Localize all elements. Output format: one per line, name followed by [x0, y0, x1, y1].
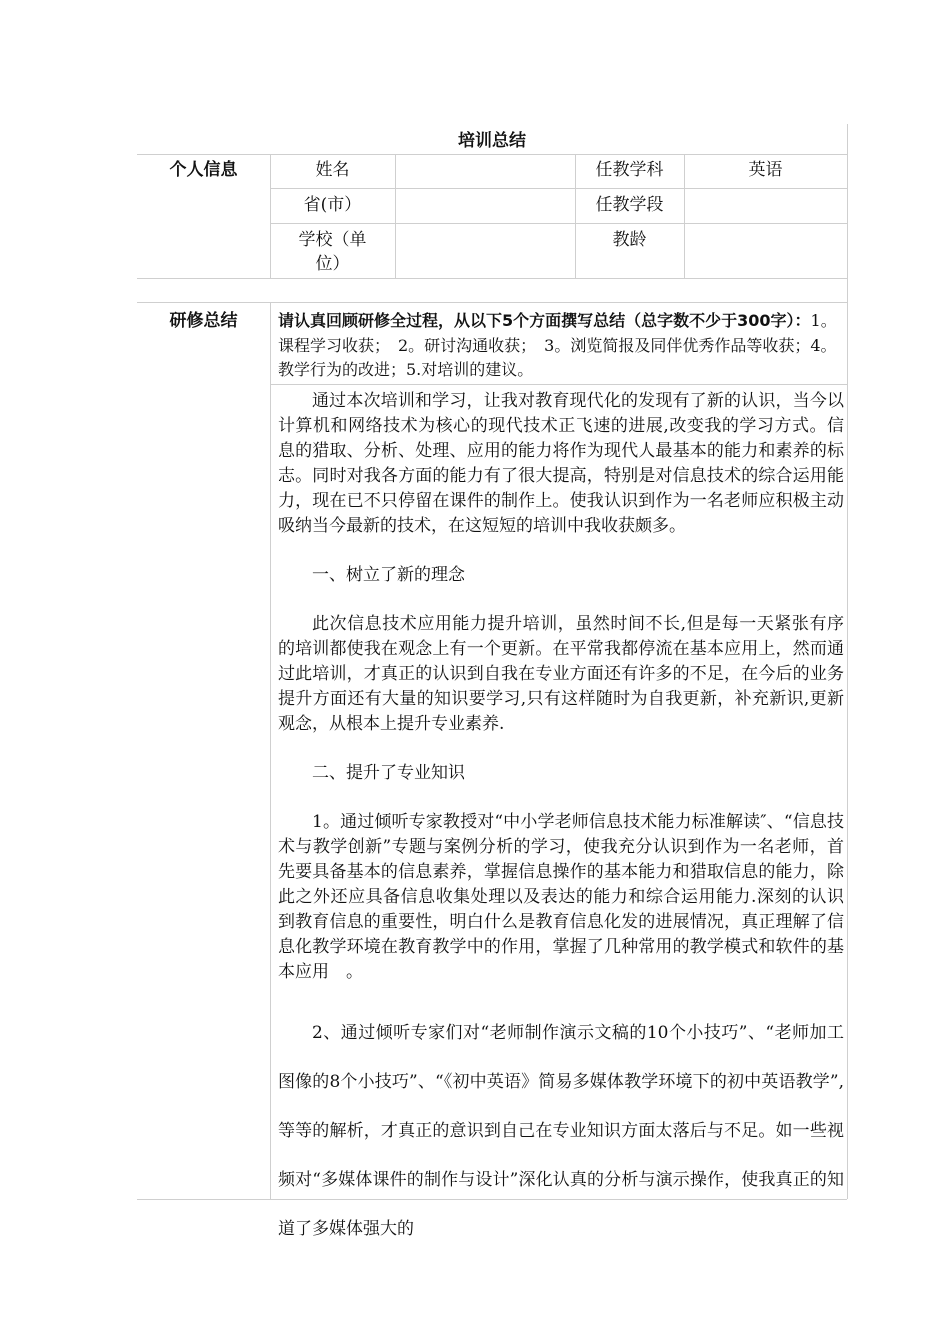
subject-label: 任教学科 [595, 160, 664, 180]
paragraph-gap [278, 737, 844, 761]
summary-label: 研修总结 [169, 311, 238, 331]
summary-instruction [278, 309, 844, 383]
heading-new-concept: 一、树立了新的理念 [312, 565, 465, 585]
instruction-rest: 1。课程学习收获； 2。研讨沟通收获； 3。浏览简报及同伴优秀作品等收获；4。教学行为的改进；5.对培训的建议。 [278, 311, 837, 379]
instruction-bold: 请认真回顾研修全过程，从以下5个方面撰写总结（总字数不少于300字）： [278, 311, 811, 330]
paragraph-gap [278, 985, 844, 1009]
heading-professional-knowledge: 二、提升了专业知识 [312, 763, 465, 783]
name-value[interactable] [395, 158, 575, 186]
paragraph-point-1: 1。通过倾听专家教授对“中小学老师信息技术能力标准解读″、“信息技术与教学创新”专题与案例分析的学习，使我充分认识到作为一名老师，首先要具备基本的信息素养，掌握信息操作的基本能力和猎取信息的能力，除此之外还应具备信息收集处理以及表达的能力和综合运用能力.深刻的认识到教育信息的重要性，明白什么是教育信息化发的进展情况，真正理解了信息化教学环境在教育教学中的作用，掌握了几种常用的教学模式和软件的基本应用 。 [278, 812, 844, 982]
name-label: 姓名 [315, 160, 350, 180]
table-rule [137, 154, 847, 155]
school-value[interactable] [395, 228, 575, 276]
school-label [270, 228, 395, 276]
subject-value: 英语 [748, 160, 783, 180]
table-rule [137, 302, 847, 303]
province-value[interactable] [395, 193, 575, 221]
summary-body[interactable] [278, 389, 844, 1242]
table-rule [137, 278, 847, 279]
stage-label: 任教学段 [595, 195, 664, 215]
paragraph-gap [278, 588, 844, 612]
table-rule [270, 188, 847, 189]
paragraph-point-2: 2、通过倾听专家们对“老师制作演示文稿的10个小技巧”、“老师加工图像的8个小技巧”、“《初中英语》简易多媒体教学环境下的初中英语教学”,等等的解析，才真正的意识到自己在专业知识方面太落后与不足。如一些视频对“多媒体课件的制作与设计”深化认真的分析与演示操作，使我真正的知道了多媒体强大的 [278, 1023, 844, 1239]
paragraph-gap [278, 786, 844, 810]
personal-info-label: 个人信息 [169, 160, 238, 180]
table-rule [270, 384, 847, 385]
school-label-line2: 位） [315, 254, 350, 274]
years-label: 教龄 [612, 230, 647, 250]
paragraph-gap [278, 539, 844, 563]
document-title: 培训总结 [458, 131, 526, 151]
years-value[interactable] [684, 228, 847, 276]
table-rule [270, 302, 271, 1199]
province-label: 省(市） [303, 195, 362, 215]
paragraph-new-concept: 此次信息技术应用能力提升培训，虽然时间不长,但是每一天紧张有序的培训都使我在观念上有一个更新。在平常我都停流在基本应用上，然而通过此培训，才真正的认识到自我在专业方面还有许多的不足，在今后的业务提升方面还有大量的知识要学习,只有这样随时为自我更新，补充新识,更新观念，从根本上提升专业素养. [278, 614, 844, 734]
table-rule [847, 124, 848, 1199]
table-rule [270, 223, 847, 224]
stage-value[interactable] [684, 193, 847, 221]
paragraph-intro: 通过本次培训和学习，让我对教育现代化的发现有了新的认识，当今以计算机和网络技术为核心的现代技术正飞速的进展,改变我的学习方式。信息的猎取、分析、处理、应用的能力将作为现代人最基本的能力和素养的标志。同时对我各方面的能力有了很大提高，特别是对信息技术的综合运用能力，现在已不只停留在课件的制作上。使我认识到作为一名老师应积极主动吸纳当今最新的技术，在这短短的培训中我收获颇多。 [278, 391, 844, 536]
school-label-line1: 学校（单 [298, 230, 367, 250]
